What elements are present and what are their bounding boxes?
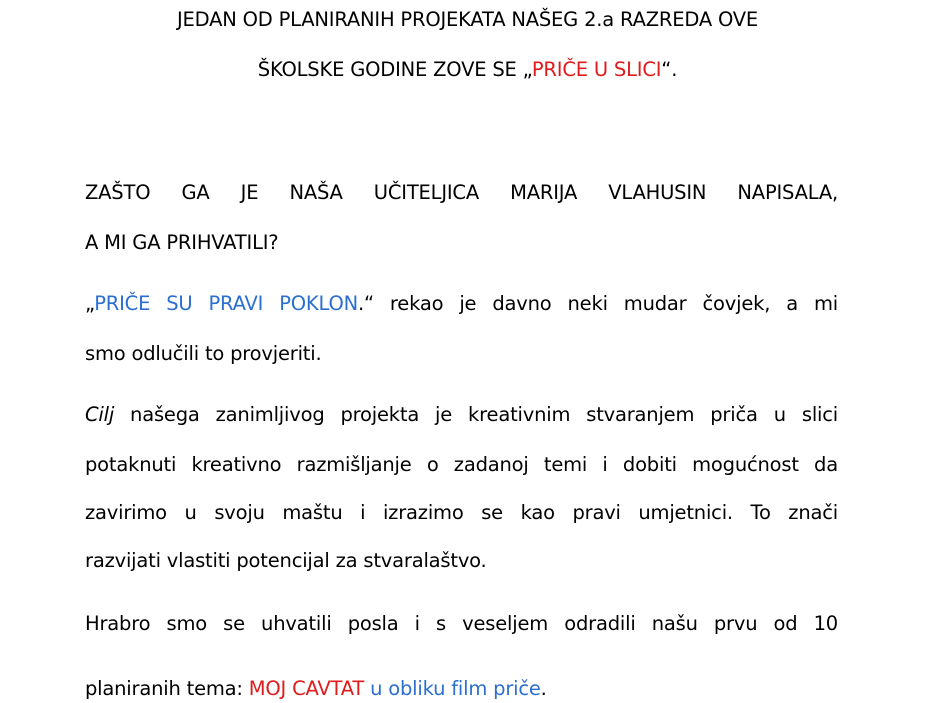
closing-line-1 <box>85 610 838 638</box>
closing-end: . <box>540 677 547 700</box>
heading-line-2 <box>0 56 935 84</box>
question-line-1 <box>85 179 838 207</box>
goal-line-4-text: razvijati vlastiti potencijal za stvaralaštvo. <box>85 549 487 572</box>
goal-line-3-text: zavirimo u svoju maštu i izrazimo se kao pravi umjetnici. To znači <box>85 501 838 524</box>
open-quote: „ <box>85 292 95 315</box>
goal-line-2 <box>85 451 838 479</box>
closing-line-1-text: Hrabro smo se uhvatili posla i s veseljem odradili našu prvu od 10 <box>85 612 838 635</box>
quote-line-2-text: smo odlučili to provjeriti. <box>85 342 322 365</box>
goal-line-2-text: potaknuti kreativno razmišljanje o zadanoj temi i dobiti mogućnost da <box>85 453 838 476</box>
project-title: PRIČE U SLICI <box>531 58 662 81</box>
closing-line-2-prefix: planiranih tema: <box>85 677 249 700</box>
quote-line-1-rest: .“ rekao je davno neki mudar čovjek, a mi <box>358 292 838 315</box>
goal-line-1-rest: našega zanimljivog projekta je kreativnim stvaranjem priča u slici <box>114 403 838 426</box>
goal-line-4 <box>85 547 487 575</box>
question-line-2-text: A MI GA PRIHVATILI? <box>85 231 279 254</box>
quote-line-2 <box>85 340 321 368</box>
goal-line-3 <box>85 499 838 527</box>
topic-format: u obliku film priče <box>364 677 541 700</box>
topic-title: MOJ CAVTAT <box>248 677 365 700</box>
heading-line-2-prefix: ŠKOLSKE GODINE ZOVE SE „ <box>257 58 532 81</box>
quote-text: PRIČE SU PRAVI POKLON <box>94 292 358 315</box>
cilj-word: Cilj <box>85 403 115 426</box>
heading-line-2-suffix: “. <box>661 58 678 81</box>
quote-line-1 <box>85 290 838 318</box>
heading-line-1 <box>0 6 935 34</box>
closing-line-2 <box>85 675 547 703</box>
goal-line-1 <box>85 401 838 429</box>
question-line-1-text: ZAŠTO GA JE NAŠA UČITELJICA MARIJA VLAHUSIN NAPISALA, <box>85 181 838 204</box>
question-line-2 <box>85 229 278 257</box>
heading-line-1-text: JEDAN OD PLANIRANIH PROJEKATA NAŠEG 2.a RAZREDA OVE <box>176 8 759 31</box>
